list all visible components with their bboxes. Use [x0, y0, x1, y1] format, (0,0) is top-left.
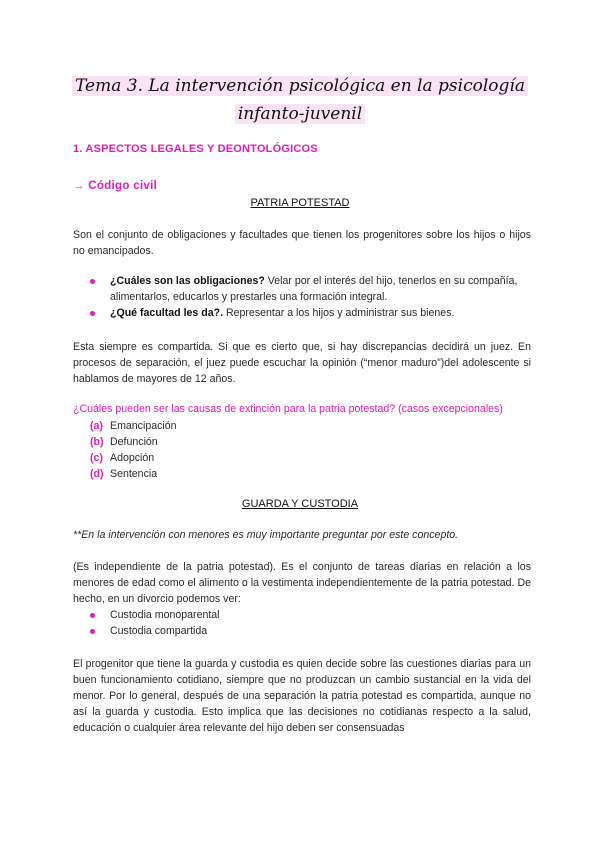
- guarda-closing-paragraph: El progenitor que tiene la guarda y custodia es quien decide sobre las cuestiones diarias para un buen funcionamiento cotidiano, siempre que no produzcan un cambio sustancial en la vida del menor. Por lo general, después de una separación la patria potestad es compartida, aunque no así la guarda y custodia. Esto implica que las decisiones no cotidianas respecto a la salud, educación o cualquier área relevante del hijo deben ser consensuadas: [73, 658, 531, 734]
- list-text: Sentencia: [110, 468, 158, 480]
- document-title-line-2: infanto-juvenil: [0, 104, 600, 124]
- patria-potestad-heading: PATRIA POTESTAD: [250, 197, 350, 209]
- custodia-bullet-list: [90, 607, 530, 639]
- list-text: Emancipación: [110, 420, 177, 432]
- bullet-bold-label: ¿Qué facultad les da?.: [110, 307, 224, 319]
- subsection-heading: → Código civil: [73, 180, 158, 192]
- bullet-bold-label: ¿Cuáles son las obligaciones?: [110, 275, 265, 287]
- guarda-custodia-heading: GUARDA Y CUSTODIA: [241, 498, 359, 510]
- patria-note-paragraph: Esta siempre es compartida. Si que es cierto que, si hay discrepancias decidirá un juez. En procesos de separación, el juez puede escuchar la opinión (“menor maduro”)del adolescente si hablamos de mayores de 12 años.: [73, 341, 531, 385]
- bullet-text: Custodia compartida: [110, 625, 208, 637]
- list-item: [90, 623, 530, 639]
- document-title-line-1: Tema 3. La intervención psicológica en la psicología: [0, 76, 600, 96]
- list-text: Adopción: [110, 452, 155, 464]
- bullet-text: Representar a los hijos y administrar sus bienes.: [223, 307, 455, 319]
- bullet-text: Custodia monoparental: [110, 609, 220, 621]
- list-item: [90, 607, 530, 623]
- list-text: Defunción: [110, 436, 158, 448]
- bullet-text: Velar por el interés del hijo, tenerlos en su compañía, alimentarlos, educarlos y prestarles una formación integral.: [110, 275, 518, 303]
- bullet-dot-icon: [90, 613, 95, 618]
- bullet-dot-icon: [90, 311, 95, 316]
- extinction-causes-list: [90, 418, 177, 482]
- list-item: [90, 273, 530, 305]
- section-heading: 1. ASPECTOS LEGALES Y DEONTOLÓGICOS: [73, 143, 318, 155]
- bullet-dot-icon: [90, 279, 95, 284]
- list-letter: (b): [90, 436, 104, 448]
- list-item: [90, 418, 177, 434]
- list-item: [90, 305, 530, 321]
- list-item: [90, 450, 177, 466]
- extinction-question: ¿Cuáles pueden ser las causas de extinción para la patria potestad? (casos excepcionales): [73, 403, 503, 415]
- list-item: [90, 434, 177, 450]
- list-item: [90, 466, 177, 482]
- guarda-intro-paragraph: (Es independiente de la patria potestad). Es el conjunto de tareas diarias en relación a los menores de edad como el alimento o la vestimenta independientemente de la patria potestad. De hecho, en un divorcio podemos ver:: [73, 561, 531, 605]
- list-letter: (d): [90, 468, 104, 480]
- list-letter: (c): [90, 452, 103, 464]
- list-letter: (a): [90, 420, 103, 432]
- bullet-dot-icon: [90, 629, 95, 634]
- patria-intro-paragraph: Son el conjunto de obligaciones y facultades que tienen los progenitores sobre los hijos o hijos no emancipados.: [73, 229, 531, 257]
- patria-bullet-list: [90, 273, 530, 321]
- guarda-note: **En la intervención con menores es muy importante preguntar por este concepto.: [73, 529, 459, 541]
